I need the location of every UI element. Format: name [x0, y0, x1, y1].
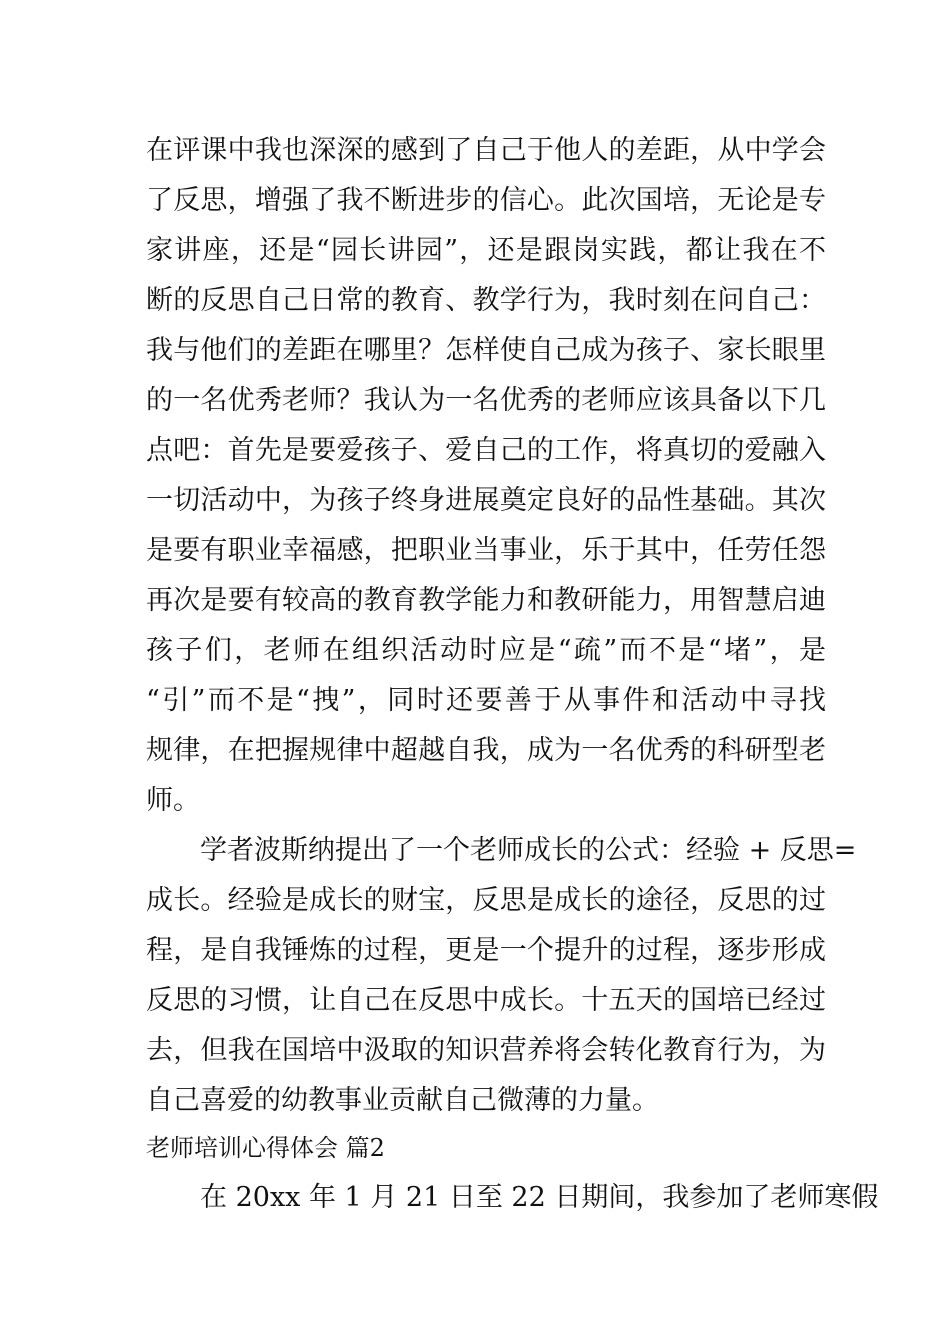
paragraph-3-line-1: 在 20xx 年 1 月 21 日至 22 日期间，我参加了老师寒假	[200, 1182, 879, 1213]
paragraph-1-line-1: 在评课中我也深深的感到了自己于他人的差距，从中学会	[146, 135, 826, 166]
paragraph-2-line-3: 程，是自我锤炼的过程，更是一个提升的过程，逐步形成	[146, 935, 826, 966]
paragraph-1-line-12: “引”而不是“拽”，同时还要善于从事件和活动中寻找	[146, 685, 826, 716]
paragraph-1-line-6: 的一名优秀老师？我认为一名优秀的老师应该具备以下几	[146, 385, 826, 416]
paragraph-1-line-11: 孩子们，老师在组织活动时应是“疏”而不是“堵”，是	[146, 635, 826, 666]
paragraph-1-line-4: 断的反思自己日常的教育、教学行为，我时刻在问自己：	[146, 285, 826, 316]
paragraph-1-line-7: 点吧：首先是要爱孩子、爱自己的工作，将真切的爱融入	[146, 435, 826, 466]
paragraph-2-line-4: 反思的习惯，让自己在反思中成长。十五天的国培已经过	[146, 985, 826, 1016]
paragraph-1-line-8: 一切活动中，为孩子终身进展奠定良好的品性基础。其次	[146, 485, 826, 516]
paragraph-1-line-2: 了反思，增强了我不断进步的信心。此次国培，无论是专	[146, 185, 826, 216]
paragraph-1-line-3: 家讲座，还是“园长讲园”，还是跟岗实践，都让我在不	[146, 235, 826, 266]
paragraph-2-line-1: 学者波斯纳提出了一个老师成长的公式：经验 + 反思=	[200, 835, 857, 866]
paragraph-1-line-10: 再次是要有较高的教育教学能力和教研能力，用智慧启迪	[146, 585, 826, 616]
paragraph-1-line-5: 我与他们的差距在哪里？怎样使自己成为孩子、家长眼里	[146, 335, 826, 366]
paragraph-1-line-9: 是要有职业幸福感，把职业当事业，乐于其中，任劳任怨	[146, 535, 826, 566]
paragraph-2-line-6: 自己喜爱的幼教事业贡献自己微薄的力量。	[146, 1085, 659, 1116]
paragraph-2-line-5: 去，但我在国培中汲取的知识营养将会转化教育行为，为	[146, 1035, 826, 1066]
paragraph-1-line-14: 师。	[146, 785, 200, 816]
paragraph-1-line-13: 规律，在把握规律中超越自我，成为一名优秀的科研型老	[146, 735, 826, 766]
section-heading: 老师培训心得体会 篇2	[146, 1134, 385, 1162]
paragraph-2-line-2: 成长。经验是成长的财宝，反思是成长的途径，反思的过	[146, 885, 826, 916]
